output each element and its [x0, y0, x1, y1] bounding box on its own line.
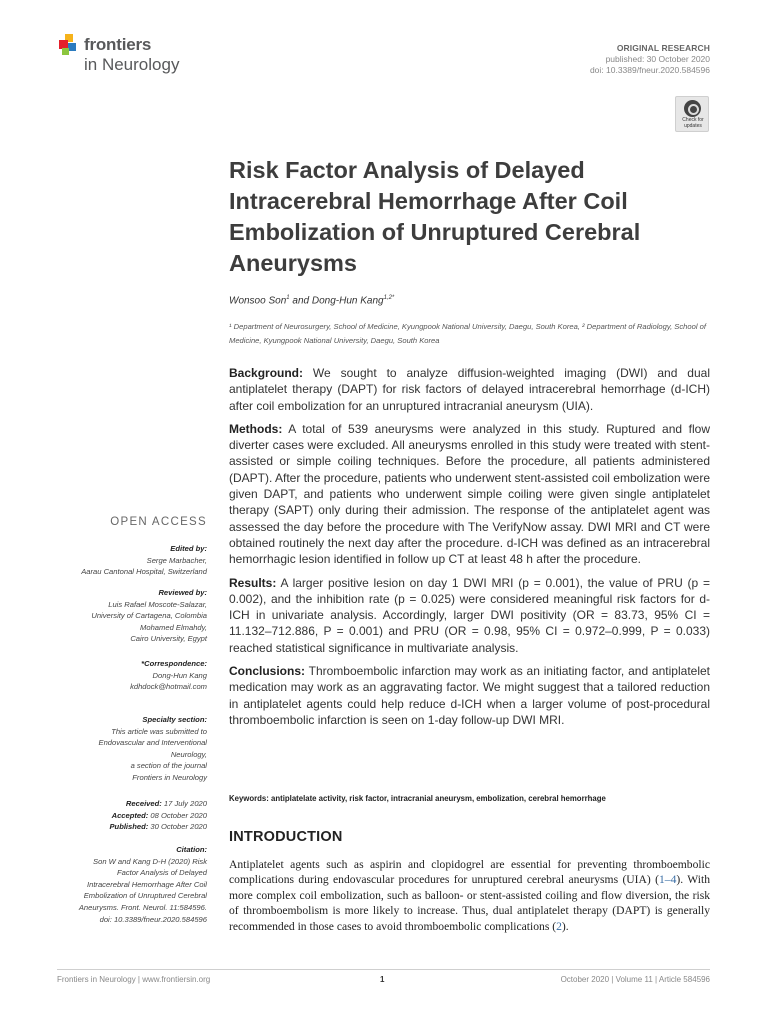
sidebar-line: Endovascular and Interventional: [98, 738, 207, 748]
sidebar-line: Embolization of Unruptured Cerebral: [83, 891, 207, 901]
open-access-label: OPEN ACCESS: [110, 516, 207, 528]
abstract-text: We sought to analyze diffusion-weighted imaging (DWI) and dual antiplatelet therapy (DAPT) for risk factors of delayed intracerebral hemorrhage (d-ICH) after coil embolization for an unruptured intracranial aneurysm (UIA).: [229, 366, 710, 413]
abstract-label: Conclusions:: [229, 664, 306, 679]
journal-name-line2: in Neurology: [84, 55, 180, 74]
footer-divider: [57, 969, 710, 970]
journal-logo: [57, 34, 197, 84]
sidebar-value: 08 October 2020: [148, 810, 207, 820]
abstract-text: A larger positive lesion on day 1 DWI MRI (p = 0.001), the value of PRU (p = 0.002), and the inhibition rate (p = 0.025) were considered meaningful risk factors for d-ICH in univariate analysis. Accordingly, larger DWI positivity (OR = 83.73, 95% CI = 11.132–712.886, P = 0.001) and PRU (OR = 0.98, 95% CI = 0.972–0.999, P = 0.033) reached statistical significance in multivariate analysis.: [229, 575, 710, 655]
sidebar-heading: Reviewed by:: [158, 588, 207, 597]
author-affil-sup: 1: [286, 295, 290, 301]
author-name[interactable]: Dong-Hun Kang: [311, 295, 384, 307]
citation-link[interactable]: 2: [556, 919, 562, 933]
dates-block: [109, 798, 207, 833]
author-name[interactable]: Wonsoo Son: [229, 295, 287, 307]
intro-text: Antiplatelet agents such as aspirin and clopidogrel are essential for preventing thromboembolic complications during endovascular procedures for unruptured cerebral aneurysms (UIA) (: [229, 858, 710, 887]
specialty-block: [99, 714, 208, 784]
abstract-label: Background:: [229, 366, 304, 380]
sidebar-value: 17 July 2020: [161, 799, 207, 808]
affiliations: ¹ Department of Neurosurgery, School of Medicine, Kyungpook National University, Daegu, South Korea, ² Department of Radiology, School of Medicine, Kyungpook National University, Daegu, South Korea: [229, 322, 706, 345]
abstract-text: A total of 539 aneurysms were analyzed in this study. Ruptured and flow diverter cases were excluded. All aneurysms enrolled in this study were treated with stent-assisted or simple coiling techniques. Before the procedure, all patients administered (DAPT). After the procedure, patients who underwent stent-assisted coil embolization were given DAPT, and patients who underwent simple coiling were given single antiplatelet therapy (SAPT) only during their admission. The response of the antiplatelet agent was assessed the day before the procedure with The VerifyNow assay. DWI MRI and CT were obtained routinely the next day after the procedure. d-ICH was defined as an intracerebral hemorrhagic lesion identified in follow up CT at least 48 h after the procedure.: [229, 421, 710, 567]
sidebar-line: This article was submitted to: [111, 726, 207, 736]
sidebar-line: Factor Analysis of Delayed: [116, 868, 207, 878]
sidebar-line: Intracerebral Hemorrhage After Coil: [86, 879, 207, 889]
sidebar-heading: Accepted:: [111, 810, 149, 820]
author-list: [229, 295, 394, 306]
check-updates-icon: [684, 100, 701, 117]
sidebar-line: Mohamed Elmahdy,: [140, 622, 207, 632]
sidebar-heading: Published:: [109, 822, 149, 832]
badge-label: Check for updates: [682, 117, 704, 129]
page-number: 1: [380, 975, 385, 984]
reviewed-by-block: [91, 587, 207, 645]
sidebar-heading: Received:: [125, 799, 162, 808]
sidebar-heading: Specialty section:: [142, 715, 207, 724]
sidebar-heading: Edited by:: [170, 544, 207, 553]
abstract-label: Results:: [229, 575, 277, 590]
footer-journal[interactable]: Frontiers in Neurology | www.frontiersin.org: [57, 975, 211, 984]
sidebar-line: Neurology,: [170, 749, 207, 759]
sidebar-heading: *Correspondence:: [141, 659, 207, 668]
sidebar-line: Son W and Kang D-H (2020) Risk: [93, 856, 207, 866]
section-heading: INTRODUCTION: [229, 829, 343, 845]
sidebar-line: Frontiers in Neurology: [132, 772, 207, 782]
correspondence-email[interactable]: kdhdock@hotmail.com: [130, 682, 207, 692]
check-for-updates-badge[interactable]: [675, 96, 709, 132]
abstract-methods: [229, 421, 710, 568]
intro-text: ). With more complex coil embolization, such as balloon- or stent-assisted coiling and flow diversion, the risk of thromboembolism is more likely to increase. Thus, dual antiplatelet therapy (DAPT) is generally recommended in those cases to avoid thromboembolic complications (: [229, 873, 710, 933]
sidebar-value: 30 October 2020: [148, 822, 207, 832]
footer-issue: October 2020 | Volume 11 | Article 584596: [560, 975, 710, 984]
sidebar-line: Serge Marbacher,: [146, 555, 207, 565]
abstract-label: Methods:: [229, 421, 283, 436]
correspondence-block: [130, 658, 207, 693]
keywords: Keywords: antiplatelate activity, risk factor, intracranial aneurysm, embolization, cerebral hemorrhage: [229, 794, 606, 803]
citation-link[interactable]: 1–4: [658, 873, 677, 887]
sidebar-line: Dong-Hun Kang: [152, 670, 207, 680]
journal-name-line1: frontiers: [84, 35, 152, 54]
abstract: [229, 365, 710, 735]
frontiers-logo-icon: [57, 34, 79, 56]
author-affil-sup: 1,2*: [383, 295, 395, 301]
sidebar-line: Cairo University, Egypt: [130, 634, 207, 644]
accepted-line: [109, 810, 207, 822]
sidebar-line: Aneurysms. Front. Neurol. 11:584596.: [78, 902, 207, 912]
article-type: ORIGINAL RESEARCH: [616, 43, 710, 53]
article-title: Risk Factor Analysis of Delayed Intracerebral Hemorrhage After Coil Embolization of Unruptured Cerebral Aneurysms: [229, 157, 641, 276]
doi[interactable]: doi: 10.3389/fneur.2020.584596: [589, 65, 710, 75]
abstract-conclusions: [229, 663, 710, 728]
intro-text: ).: [561, 919, 569, 933]
published-date: published: 30 October 2020: [605, 54, 710, 64]
abstract-background: [229, 365, 710, 414]
citation-block: [79, 844, 207, 925]
article-meta: [590, 43, 710, 76]
citation-doi[interactable]: doi: 10.3389/fneur.2020.584596: [99, 914, 207, 924]
sidebar-line: a section of the journal: [130, 761, 207, 771]
intro-paragraph: [229, 857, 710, 934]
sidebar-line: Aarau Cantonal Hospital, Switzerland: [81, 567, 207, 577]
sidebar-line: University of Cartagena, Colombia: [91, 611, 207, 621]
abstract-text: Thromboembolic infarction may work as an initiating factor, and antiplatelet medication may work as an aggravating factor. We might suggest that a tailored reduction in antiplatelet agents could help reduce d-ICH when a larger volume of post-procedural thromboembolic infarction is seen on 1-day follow-up DWI MRI.: [229, 664, 710, 727]
published-line: [109, 821, 207, 833]
received-line: [109, 798, 207, 810]
edited-by-block: [81, 543, 207, 578]
sidebar-line: Luis Rafael Moscote-Salazar,: [108, 599, 207, 609]
author-sep: and: [289, 295, 312, 307]
abstract-results: [229, 575, 710, 656]
sidebar-heading: Citation:: [176, 845, 207, 854]
